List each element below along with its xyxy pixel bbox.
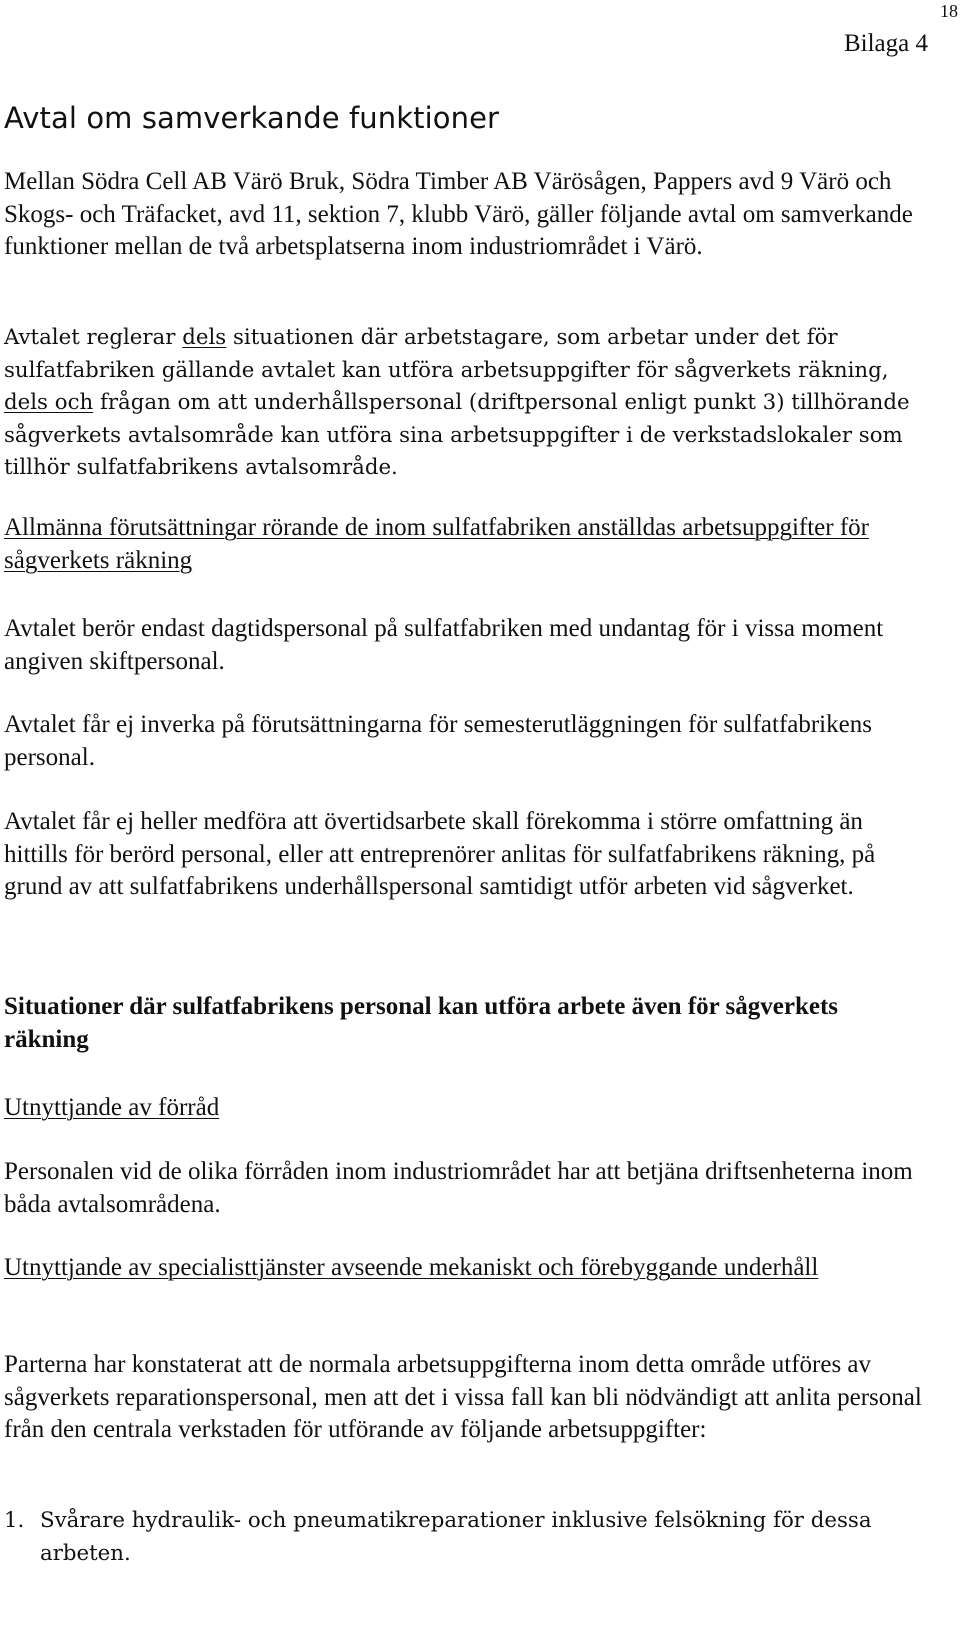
section1-heading: Allmänna förutsättningar rörande de inom sulfatfabriken anställdas arbetsuppgifter för sågverkets räkning [4,514,869,574]
list-item [4,1505,924,1570]
scope-paragraph [4,322,924,485]
scope-text-3: frågan om att underhållspersonal (driftpersonal enligt punkt 3) tillhörande sågverkets avtalsområde kan utföra sina arbetsuppgifter i de verkstadslokaler som tillhör sulfatfabrikens avtalsområde. [4,390,910,480]
section2-heading: Situationer där sulfatfabrikens personal kan utföra arbete även för sågverkets räkning [4,993,839,1053]
section1-paragraph-3: Avtalet får ej heller medföra att övertidsarbete skall förekomma i större omfattning än hittills för berörd personal, eller att entreprenörer anlitas för sulfatfabrikens räkning, på grund av att sulfatfabrikens underhållspersonal samtidigt utför arbeten vid sågverket. [4,808,876,900]
list-item-number: 1. [4,1508,25,1533]
section1-paragraph-1: Avtalet berör endast dagtidspersonal på sulfatfabriken med undantag för i vissa moment angiven skiftpersonal. [4,615,884,675]
appendix-label: Bilaga 4 [843,30,928,57]
scope-text-2: situationen där arbetstagare, som arbetar under det för sulfatfabriken gällande avtalet kan utföra arbetsuppgifter för sågverkets räkning, [4,325,889,383]
section2-sub2-text: Parterna har konstaterat att de normala arbetsuppgifterna inom detta område utföres av sågverkets reparationspersonal, men att det i vissa fall kan bli nödvändigt att anlita personal från den centrala verkstaden för utförande av följande arbetsuppgifter: [4,1351,922,1443]
document-title: Avtal om samverkande funktioner [4,101,500,135]
section2-sub1-heading: Utnyttjande av förråd [4,1094,220,1121]
scope-underline-dels: dels [182,325,227,350]
page-number: 18 [940,1,958,21]
intro-paragraph: Mellan Södra Cell AB Värö Bruk, Södra Timber AB Värösågen, Pappers avd 9 Värö och Skogs- och Träfacket, avd 11, sektion 7, klubb Värö, gäller följande avtal om samverkande funktioner mellan de två arbetsplatserna inom industriområdet i Värö. [4,168,913,260]
scope-text-1: Avtalet reglerar [4,325,183,350]
scope-underline-dels-och: dels och [4,390,94,415]
list-item-text: Svårare hydraulik- och pneumatikreparationer inklusive felsökning för dessa arbeten. [40,1508,872,1566]
section2-sub2-heading: Utnyttjande av specialisttjänster avseende mekaniskt och förebyggande underhåll [4,1254,819,1281]
section1-paragraph-2: Avtalet får ej inverka på förutsättningarna för semesterutläggningen för sulfatfabrikens personal. [4,711,872,771]
section2-sub1-text: Personalen vid de olika förråden inom industriområdet har att betjäna driftsenheterna inom båda avtalsområdena. [4,1158,913,1218]
